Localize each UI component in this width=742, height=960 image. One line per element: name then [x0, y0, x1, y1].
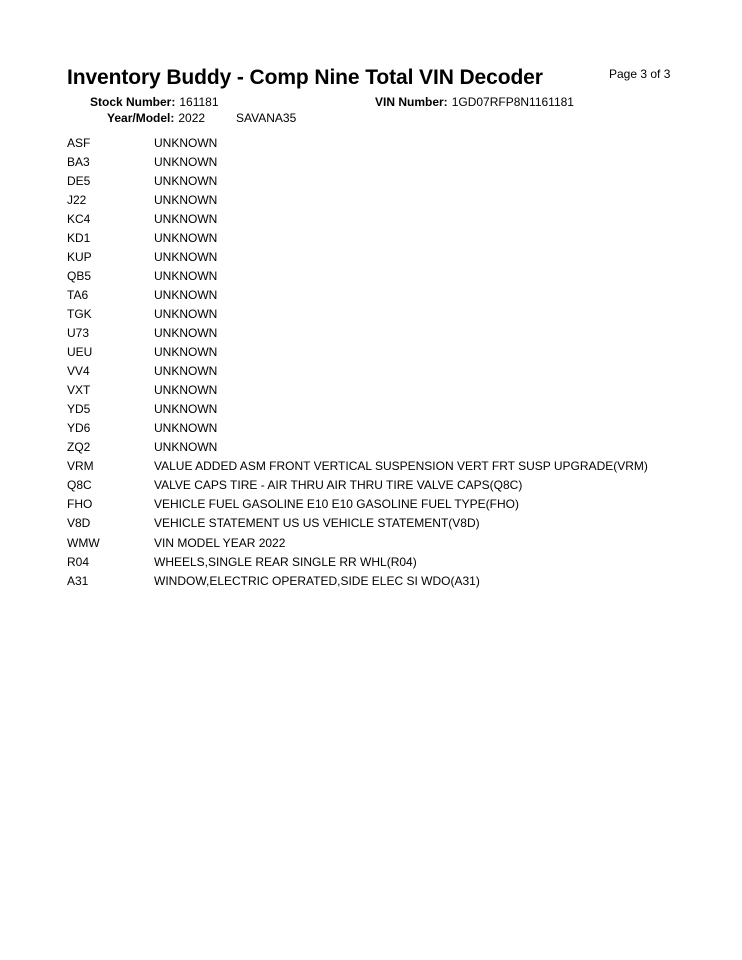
- option-description: WHEELS,SINGLE REAR SINGLE RR WHL(R04): [154, 554, 417, 569]
- option-description: UNKNOWN: [154, 154, 218, 169]
- option-description: UNKNOWN: [154, 325, 218, 340]
- option-description: VALUE ADDED ASM FRONT VERTICAL SUSPENSION VERT FRT SUSP UPGRADE(VRM): [154, 459, 648, 474]
- option-code: ASF: [67, 135, 91, 150]
- option-code: U73: [67, 325, 90, 340]
- option-code-row: [67, 419, 648, 438]
- vin-number-field: [375, 95, 574, 109]
- stock-number-field: [90, 95, 219, 109]
- option-code-row: [67, 457, 648, 476]
- option-code: YD6: [67, 421, 91, 436]
- option-code-row: [67, 171, 648, 190]
- option-code-row: [67, 209, 648, 228]
- option-code: Q8C: [67, 478, 92, 493]
- option-code: BA3: [67, 154, 90, 169]
- option-code-row: [67, 190, 648, 209]
- option-description: UNKNOWN: [154, 249, 218, 264]
- option-code: VRM: [67, 459, 94, 474]
- option-code-row: [67, 400, 648, 419]
- option-code: KC4: [67, 211, 91, 226]
- year-value: 2022: [178, 111, 206, 125]
- option-description: UNKNOWN: [154, 211, 218, 226]
- option-code: KUP: [67, 249, 92, 264]
- option-code: FHO: [67, 497, 93, 512]
- option-code-row: [67, 152, 648, 171]
- option-description: UNKNOWN: [154, 402, 218, 417]
- option-description: VALVE CAPS TIRE - AIR THRU AIR THRU TIRE VALVE CAPS(Q8C): [154, 478, 523, 493]
- option-code: ZQ2: [67, 440, 91, 455]
- option-code: VXT: [67, 383, 91, 398]
- option-code-row: [67, 228, 648, 247]
- option-code: KD1: [67, 230, 91, 245]
- option-code-row: [67, 552, 648, 571]
- year-model-label: Year/Model:: [107, 111, 175, 125]
- option-description: UNKNOWN: [154, 306, 218, 321]
- option-code: V8D: [67, 516, 91, 531]
- option-description: UNKNOWN: [154, 345, 218, 360]
- option-code: WMW: [67, 535, 100, 550]
- option-description: UNKNOWN: [154, 173, 218, 188]
- option-code-row: [67, 514, 648, 533]
- option-code-list: [67, 133, 648, 590]
- model-value: SAVANA35: [236, 111, 297, 125]
- option-code-row: [67, 323, 648, 342]
- option-code-row: [67, 476, 648, 495]
- option-description: UNKNOWN: [154, 192, 218, 207]
- option-description: VEHICLE FUEL GASOLINE E10 E10 GASOLINE FUEL TYPE(FHO): [154, 497, 520, 512]
- option-code: YD5: [67, 402, 91, 417]
- option-description: VEHICLE STATEMENT US US VEHICLE STATEMENT(V8D): [154, 516, 480, 531]
- option-code: A31: [67, 573, 89, 588]
- option-code: VV4: [67, 364, 90, 379]
- option-description: WINDOW,ELECTRIC OPERATED,SIDE ELEC SI WDO(A31): [154, 573, 480, 588]
- page-number: Page 3 of 3: [609, 67, 671, 81]
- option-code-row: [67, 247, 648, 266]
- stock-number-label: Stock Number:: [90, 95, 176, 109]
- option-description: UNKNOWN: [154, 268, 218, 283]
- option-code-row: [67, 381, 648, 400]
- option-code: TA6: [67, 287, 89, 302]
- option-code-row: [67, 495, 648, 514]
- option-description: UNKNOWN: [154, 364, 218, 379]
- option-code-row: [67, 304, 648, 323]
- option-code-row: [67, 343, 648, 362]
- option-code-row: [67, 571, 648, 590]
- option-description: UNKNOWN: [154, 135, 218, 150]
- option-description: UNKNOWN: [154, 230, 218, 245]
- option-code-row: [67, 133, 648, 152]
- stock-number-value: 161181: [179, 95, 219, 109]
- option-code-row: [67, 362, 648, 381]
- option-code: DE5: [67, 173, 91, 188]
- option-code-row: [67, 533, 648, 552]
- vin-number-label: VIN Number:: [375, 95, 448, 109]
- option-code: R04: [67, 554, 90, 569]
- option-code: J22: [67, 192, 87, 207]
- option-code-row: [67, 266, 648, 285]
- option-code: TGK: [67, 306, 92, 321]
- year-model-field: [107, 111, 205, 125]
- option-code: QB5: [67, 268, 92, 283]
- vin-number-value: 1GD07RFP8N1161181: [451, 95, 574, 109]
- option-description: VIN MODEL YEAR 2022: [154, 535, 286, 550]
- option-description: UNKNOWN: [154, 287, 218, 302]
- document-title: Inventory Buddy - Comp Nine Total VIN Decoder: [67, 66, 543, 89]
- option-code-row: [67, 285, 648, 304]
- option-code: UEU: [67, 345, 93, 360]
- option-description: UNKNOWN: [154, 421, 218, 436]
- option-description: UNKNOWN: [154, 440, 218, 455]
- option-description: UNKNOWN: [154, 383, 218, 398]
- option-code-row: [67, 438, 648, 457]
